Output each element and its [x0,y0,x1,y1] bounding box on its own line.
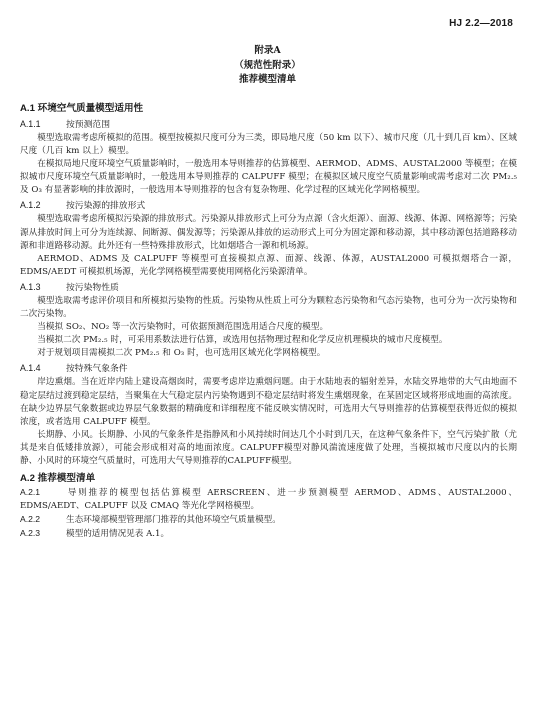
appendix-title: 附录A [254,45,281,56]
item-number: A.2.1 [20,487,41,498]
section-a2-heading: A.2 推荐模型清单 [20,473,96,485]
appendix-heading [0,44,535,88]
paragraph: 在模拟局地尺度环境空气质量影响时，一般选用本导则推荐的估算模型、AERMOD、ADMS、AUSTAL2000 等模型；在模拟城市尺度环境空气质量影响时，一般选用本导则推荐的 CALPUFF 模型；在模拟区域尺度空气质量影响或需考虑对二次 PM₂.₅ 及 O₃ 有显著影响的排放源时，一般选用本导则推荐的包含有复杂物理、化学过程的区域光化学网格模型。 [20,159,517,196]
item-number: A.2.2 [20,514,41,525]
subsection-title: 按污染源的排放形式 [66,201,146,212]
subsection-a12-heading [20,198,517,213]
list-item [20,527,517,541]
item-text: 模型的适用情况见表 A.1。 [66,529,170,540]
paragraph: 当模拟二次 PM₂.₅ 时，可采用系数法进行估算，或选用包括物理过程和化学反应机理模块的城市尺度模型。 [37,335,448,346]
section-a1-heading: A.1 环境空气质量模型适用性 [20,103,144,114]
document-body [20,98,517,541]
standard-code: HJ 2.2—2018 [449,18,513,29]
paragraph: 当模拟 SO₂、NO₂ 等一次污染物时，可依据预测范围选用适合尺度的模型。 [37,322,329,333]
paragraph: 长期静、小风。长期静、小风的气象条件是指静风和小风持续时间达几个小时到几天，在这种气象条件下，空气污染扩散（尤其是来自低矮排放源），可能会形成相对高的地面浓度。CALPUFF模型对静风湍流速度做了处理，当模拟城市尺度以内的长期静、小风时的环境空气质量时，可选用大气导则推荐的CALPUFF模型。 [20,429,517,466]
subsection-number: A.1.4 [20,363,41,374]
subsection-a11-heading [20,117,517,132]
appendix-name: 推荐模型清单 [238,74,296,85]
paragraph: 模型选取需考虑评价项目和所模拟污染物的性质。污染物从性质上可分为颗粒态污染物和气态污染物，也可分为一次污染物和二次污染物。 [20,295,517,320]
subsection-a13-heading [20,280,517,295]
paragraph: 模型选取需考虑所模拟污染源的排放形式。污染源从排放形式上可分为点源（含火炬源）、面源、线源、体源、网格源等；污染源从排放时间上可分为连续源、间断源、偶发源等；污染源从排放的运动形式上可分为固定源和移动源，其中移动源包括道路移动源和非道路移动源。此外还有一些特殊排放形式，比如烟塔合一源和机场源。 [20,214,517,251]
subsection-title: 按预测范围 [66,120,110,130]
item-text: 生态环境部模型管理部门推荐的其他环境空气质量模型。 [66,515,281,526]
paragraph: AERMOD、ADMS 及 CALPUFF 等模型可直接模拟点源、面源、线源、体源，AUSTAL2000 可模拟烟塔合一源，EDMS/AEDT 可模拟机场源，光化学网格模型需要使用网格化污染源清单。 [20,253,517,277]
subsection-title: 按污染物性质 [66,282,119,293]
item-number: A.2.3 [20,528,41,539]
subsection-number: A.1.1 [20,119,41,129]
list-item [20,486,517,513]
subsection-number: A.1.2 [20,200,41,211]
subsection-title: 按特殊气象条件 [66,364,128,375]
paragraph: 对于规划项目需模拟二次 PM₂.₅ 和 O₃ 时，也可选用区域光化学网格模型。 [37,348,326,359]
paragraph: 岸边熏烟。当在近岸内陆上建设高烟囱时，需要考虑岸边熏烟问题。由于水陆地表的辐射差异，水陆交界地带的大气由地面不稳定层结过渡到稳定层结，当聚集在大气稳定层内污染物遇到不稳定层结时将发生熏烟现象，在某固定区域将形成地面的高浓度。在缺少边界层气象数据或边界层气象数据的精确度和详细程度不能反映实情况时，可选用大气导则推荐的估算模型获得近似的模拟浓度，或者选用 CALPUFF 模型。 [20,377,517,427]
list-item [20,513,517,527]
subsection-number: A.1.3 [20,281,41,292]
appendix-subtitle: （规范性附录） [234,59,301,71]
item-text: 导则推荐的模型包括估算模型 AERSCREEN、进一步预测模型 AERMOD、ADMS、AUSTAL2000、EDMS/AEDT、CALPUFF 以及 CMAQ 等光化学网格模型。 [20,488,517,512]
subsection-a14-heading [20,361,517,376]
paragraph: 模型选取需考虑所模拟的范围。模型按模拟尺度可分为三类，即局地尺度（50 km 以下）、城市尺度（几十到几百 km）、区域尺度（几百 km 以上）模型。 [20,133,517,157]
